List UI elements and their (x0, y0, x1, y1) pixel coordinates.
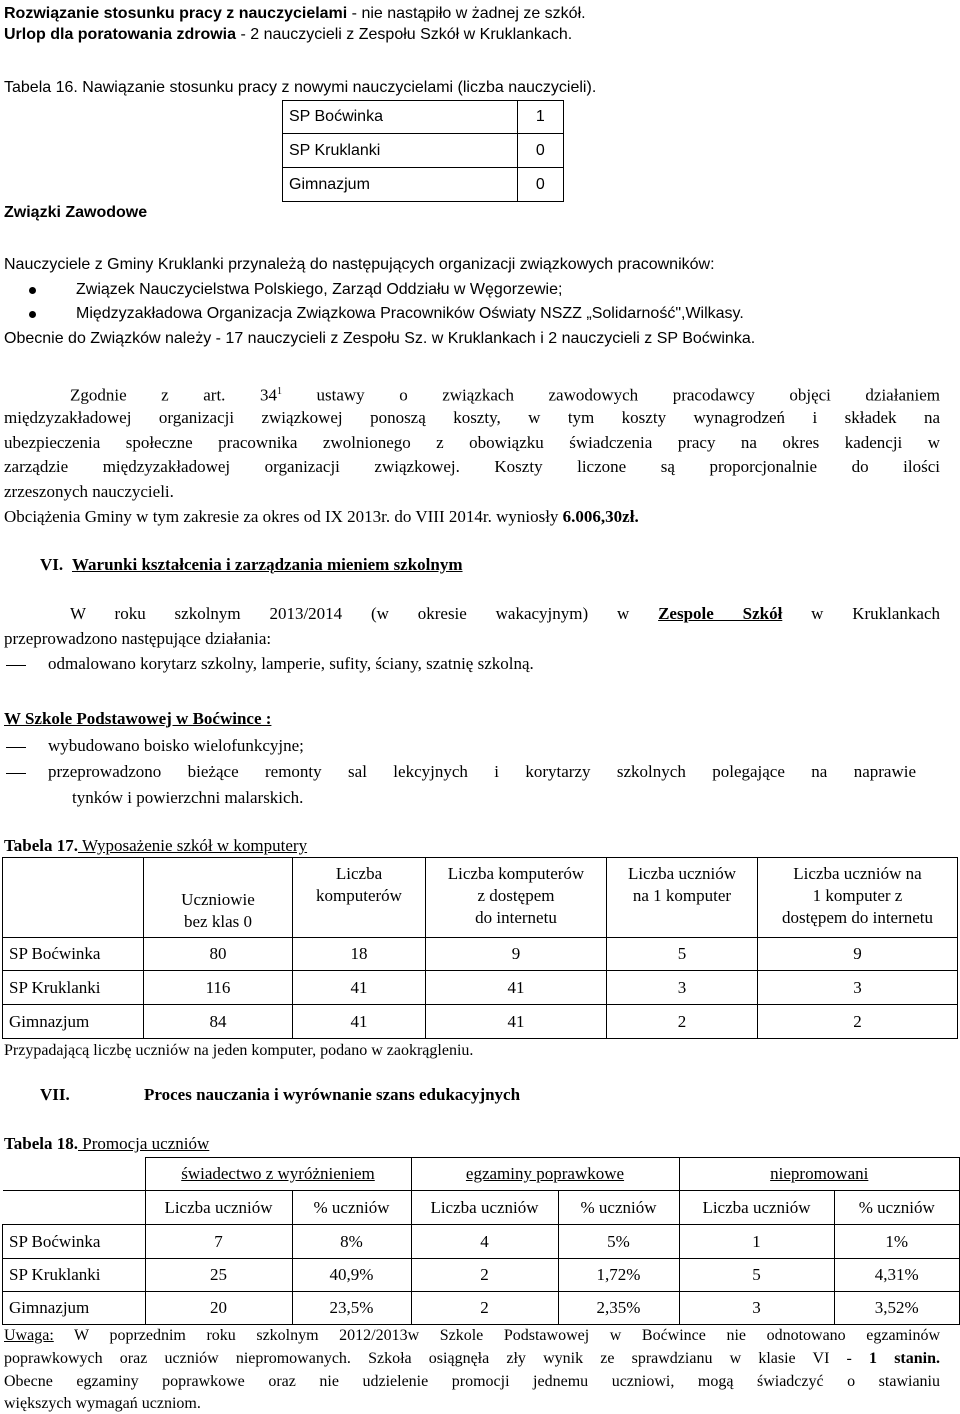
remarks-line-1 (4, 1326, 940, 1346)
table16-side-label: Związki Zawodowe (4, 204, 148, 221)
table18-cell: 1,72% (558, 1259, 679, 1292)
section6-dash-1: odmalowano korytarz szkolny, lamperie, sufity, ściany, szatnię szkolną. (48, 654, 534, 673)
table18-cell: 2,35% (558, 1292, 679, 1325)
table18-cell: 5% (558, 1225, 679, 1259)
table17-cell: 116 (144, 971, 293, 1005)
table-row (3, 1191, 960, 1225)
art34-line-3: ubezpieczenia społeczne pracownika zwolnionego z obowiązku świadczenia pracy na okres kadencji w (4, 433, 940, 452)
unions-members: Obecnie do Związków należy - 17 nauczycieli z Zespołu Sz. w Kruklankach i 2 nauczycieli z SP Boćwinka. (4, 330, 756, 347)
remarks-line-2 (4, 1349, 940, 1369)
section6-p1-bold: Zespole Szkół (658, 604, 783, 623)
section6-dash-item-2 (6, 736, 304, 756)
table18-corner-2 (3, 1191, 146, 1225)
table18-subheader: Liczba uczniów (679, 1191, 834, 1225)
unions-intro: Nauczyciele z Gminy Kruklanki przynależą do następujących organizacji związkowych pracowników: (4, 256, 715, 273)
intro-line-1-rest: - nie nastąpiło w żadnej ze szkół. (347, 5, 586, 22)
section6-dash-item-1 (6, 654, 534, 674)
table17-school: Gimnazjum (3, 1005, 144, 1039)
art34-costs-text: Obciążenia Gminy w tym zakresie za okres od IX 2013r. do VIII 2014r. wyniosły (4, 507, 563, 526)
table17-header-3-l3: do internetu (475, 908, 557, 927)
art34-line-1-rest: ustawy o związkach zawodowych pracodawcy objęci działaniem (281, 385, 940, 405)
table17-header-4-l2: na 1 komputer (632, 886, 732, 905)
dash-icon (6, 747, 26, 748)
table18-subheader: % uczniów (558, 1191, 679, 1225)
table17-cell: 3 (607, 971, 758, 1005)
table17-cell: 9 (758, 938, 958, 971)
remarks-label: Uwaga: (4, 1327, 54, 1344)
table17-note: Przypadającą liczbę uczniów na jeden komputer, podano w zaokrągleniu. (4, 1042, 474, 1059)
section6-dash-item-3 (6, 762, 942, 782)
table17-cell: 18 (293, 938, 426, 971)
table18-group-2: egzaminy poprawkowe (411, 1158, 679, 1191)
table17-header-2-l2: komputerów (316, 886, 402, 905)
table18-cell: 5 (679, 1259, 834, 1292)
table16-caption: Tabela 16. Nawiązanie stosunku pracy z nowymi nauczycielami (liczba nauczycieli). (4, 79, 597, 96)
bullet-icon (29, 287, 36, 294)
table17-cell: 41 (293, 1005, 426, 1039)
table-row (3, 1158, 960, 1191)
intro-line-2 (4, 25, 572, 45)
table18-school: SP Kruklanki (3, 1259, 146, 1292)
remarks-line-4: większych wymagań uczniom. (4, 1395, 201, 1412)
dash-icon (6, 665, 26, 666)
table18 (2, 1157, 960, 1325)
table17-cell: 41 (426, 1005, 607, 1039)
table17-header-1 (144, 858, 293, 938)
art34-line-1-start: Zgodnie z art. 34 (70, 385, 277, 405)
table18-caption (4, 1134, 209, 1154)
table17-header-1-l1: Uczniowie (181, 890, 255, 909)
unions-bullet-1: Związek Nauczycielstwa Polskiego, Zarząd Oddziału w Węgorzewie; (76, 281, 563, 298)
table17-cell: 2 (607, 1005, 758, 1039)
table17-cell: 2 (758, 1005, 958, 1039)
table18-caption-bold: Tabela 18. (4, 1134, 79, 1153)
table17-header-5-l1: Liczba uczniów na (793, 864, 922, 883)
table-row (3, 971, 958, 1005)
remarks-line-1-text: W poprzednim roku szkolnym 2012/2013w Szkole Podstawowej w Boćwince nie odnotowano egzaminów (53, 1327, 940, 1344)
table17-caption-rest: Wyposażenie szkół w komputery (78, 836, 308, 855)
table-row (3, 938, 958, 971)
table17-header-4-l1: Liczba uczniów (627, 864, 737, 883)
bullet-icon (29, 311, 36, 318)
table17-header-3-l1: Liczba komputerów (447, 864, 585, 883)
table17 (2, 857, 958, 1039)
art34-line-5: zrzeszonych nauczycieli. (4, 482, 174, 501)
table-row (283, 134, 564, 168)
table17-corner (3, 858, 144, 938)
table16-value: 0 (517, 134, 563, 168)
table18-cell: 4,31% (834, 1259, 960, 1292)
table-row (3, 1225, 960, 1259)
table-row (3, 1259, 960, 1292)
section6-dash-3-line-2: tynków i powierzchni malarskich. (72, 788, 304, 807)
table16-value: 0 (517, 168, 563, 202)
art34-line-2: międzyzakładowej organizacji związkowej ponoszą koszty, w tym koszty wynagrodzeń i składek na (4, 408, 940, 427)
table18-subheader: Liczba uczniów (411, 1191, 558, 1225)
section6-title: Warunki kształcenia i zarządzania mieniem szkolnym (72, 555, 463, 574)
section6-dash-2: wybudowano boisko wielofunkcyjne; (48, 736, 304, 755)
table17-caption (4, 836, 307, 856)
table18-cell: 8% (292, 1225, 411, 1259)
table17-header-3-l2: z dostępem (477, 886, 555, 905)
table18-corner (3, 1158, 146, 1191)
table18-cell: 1 (679, 1225, 834, 1259)
section6-number: VI. (40, 555, 64, 574)
table17-school: SP Boćwinka (3, 938, 144, 971)
section6-p1-b: w Kruklankach (782, 604, 940, 623)
table17-cell: 3 (758, 971, 958, 1005)
table17-cell: 41 (426, 971, 607, 1005)
table17-caption-bold: Tabela 17. (4, 836, 79, 855)
table17-cell: 5 (607, 938, 758, 971)
table18-group-3: niepromowani (679, 1158, 960, 1191)
table17-header-5 (758, 858, 958, 938)
table18-school: SP Boćwinka (3, 1225, 146, 1259)
table18-subheader: Liczba uczniów (145, 1191, 292, 1225)
intro-line-1-bold: Rozwiązanie stosunku pracy z nauczycielami (4, 5, 348, 22)
table18-school: Gimnazjum (3, 1292, 146, 1325)
table18-cell: 2 (411, 1259, 558, 1292)
table-row (3, 1005, 958, 1039)
table16-school: SP Kruklanki (283, 134, 518, 168)
table17-cell: 41 (293, 971, 426, 1005)
table18-cell: 3 (679, 1292, 834, 1325)
table16 (282, 100, 564, 202)
table18-subheader: % uczniów (834, 1191, 960, 1225)
section6-paragraph-line-1 (4, 604, 940, 624)
table18-cell: 2 (411, 1292, 558, 1325)
table17-header-2-l1: Liczba (335, 864, 383, 883)
table18-cell: 25 (145, 1259, 292, 1292)
section6-paragraph-line-2: przeprowadzono następujące działania: (4, 629, 272, 648)
section7-title: Proces nauczania i wyrównanie szans edukacyjnych (144, 1085, 521, 1104)
table-row (283, 101, 564, 134)
table16-value: 1 (517, 101, 563, 134)
dash-icon (6, 773, 26, 774)
table17-header-1-l2: bez klas 0 (184, 912, 252, 931)
art34-costs-amount: 6.006,30zł. (562, 507, 639, 526)
table18-cell: 20 (145, 1292, 292, 1325)
table17-header-2 (293, 858, 426, 938)
section6-p1-a: W roku szkolnym 2013/2014 (w okresie wakacyjnym) w (70, 604, 659, 623)
intro-line-1 (4, 4, 586, 24)
table18-cell: 4 (411, 1225, 558, 1259)
table-row (3, 858, 958, 938)
table18-subheader: % uczniów (292, 1191, 411, 1225)
art34-superscript: 1 (276, 386, 282, 397)
intro-line-2-bold: Urlop dla poratowania zdrowia (4, 26, 237, 43)
remarks-line-2-text: poprawkowych oraz uczniów niepromowanych. Szkoła osiągnęła zły wynik ze sprawdzianu w klasie VI - (4, 1350, 870, 1367)
table17-cell: 80 (144, 938, 293, 971)
table18-cell: 40,9% (292, 1259, 411, 1292)
table17-header-5-l2: 1 komputer z (812, 886, 903, 905)
table18-caption-rest: Promocja uczniów (78, 1134, 210, 1153)
table16-school: Gimnazjum (283, 168, 518, 202)
section7-number: VII. (40, 1085, 70, 1104)
table17-header-3 (426, 858, 607, 938)
table17-header-5-l3: dostępem do internetu (781, 908, 934, 927)
table17-school: SP Kruklanki (3, 971, 144, 1005)
table18-cell: 1% (834, 1225, 960, 1259)
table18-cell: 23,5% (292, 1292, 411, 1325)
art34-line-1 (4, 382, 940, 406)
table-row (283, 168, 564, 202)
table18-cell: 7 (145, 1225, 292, 1259)
remarks-line-3: Obecne egzaminy poprawkowe oraz nie udzielenie promocji jednemu uczniowi, mogą świadczyć o stawianiu (4, 1373, 940, 1390)
table17-header-4 (607, 858, 758, 938)
table16-school: SP Boćwinka (283, 101, 518, 134)
table17-cell: 9 (426, 938, 607, 971)
intro-line-2-rest: - 2 nauczycieli z Zespołu Szkół w Kruklankach. (236, 26, 573, 43)
section6-dash-3-line-1: przeprowadzono bieżące remonty sal lekcyjnych i korytarzy szkolnych polegające na naprawie (48, 762, 916, 781)
unions-bullet-2: Międzyzakładowa Organizacja Związkowa Pracowników Oświaty NSZZ „Solidarność",Wilkasy. (76, 305, 744, 322)
table-row (3, 1292, 960, 1325)
remarks-line-2-bold: 1 stanin. (869, 1350, 941, 1367)
sp-heading: W Szkole Podstawowej w Boćwince : (4, 709, 272, 728)
table18-cell: 3,52% (834, 1292, 960, 1325)
art34-line-4: zarządzie międzyzakładowej organizacji związkowej. Koszty liczone są proporcjonalnie do ilości (4, 457, 940, 476)
table17-cell: 84 (144, 1005, 293, 1039)
art34-costs (4, 507, 639, 527)
table18-group-1: świadectwo z wyróżnieniem (145, 1158, 411, 1191)
